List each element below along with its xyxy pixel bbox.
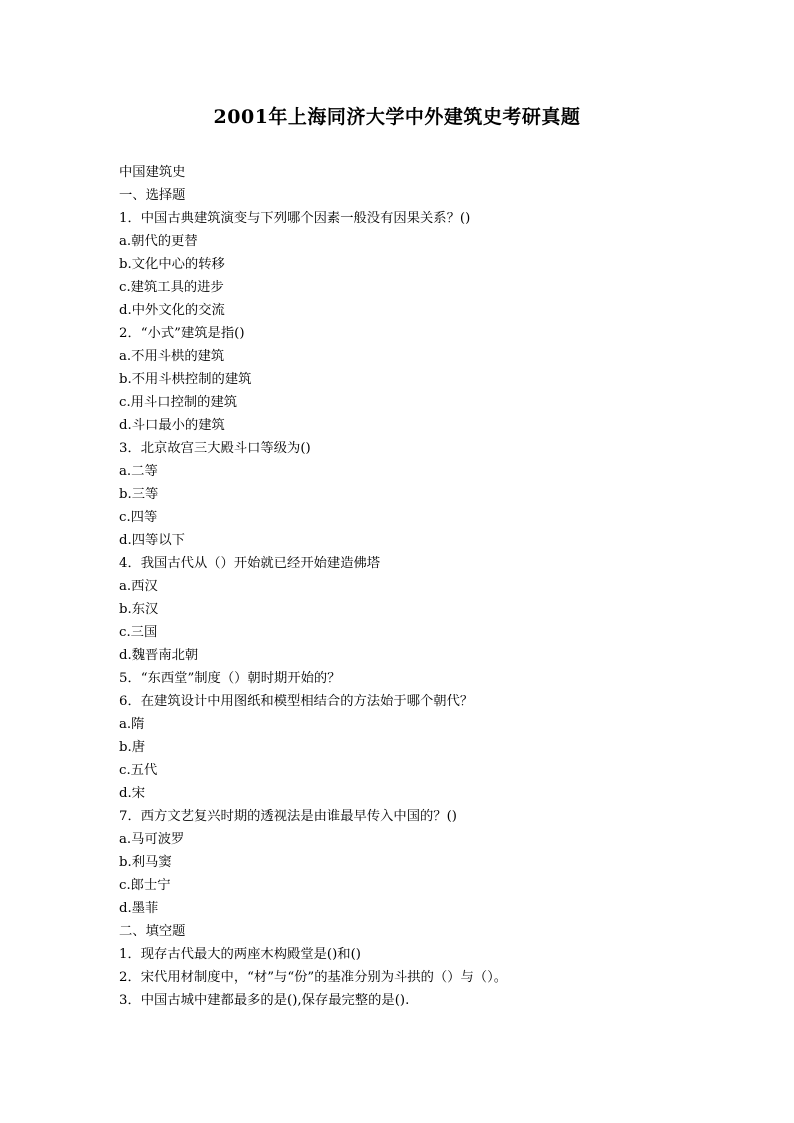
text-line: b.不用斗栱控制的建筑 [119,372,252,387]
text-line: a.西汉 [119,579,158,594]
document-body [119,161,759,1012]
text-line: a.朝代的更替 [119,234,198,249]
text-line: a.马可波罗 [119,832,185,847]
text-line: 6．在建筑设计中用图纸和模型相结合的方法始于哪个朝代？ [119,694,474,709]
text-line: 二、填空题 [119,924,186,939]
text-line: 中国建筑史 [119,165,186,180]
text-line: d.墨菲 [119,901,159,916]
text-line: c.郎士宁 [119,878,171,893]
text-line: c.三国 [119,625,158,640]
text-line: b.利马窦 [119,855,172,870]
text-line: 一、选择题 [119,188,186,203]
text-line: 5．“东西堂”制度（）朝时期开始的？ [119,671,341,686]
text-line: 2．“小式”建筑是指() [119,326,245,341]
text-line: b.东汉 [119,602,159,617]
document-title: 2001年上海同济大学中外建筑史考研真题 [213,106,581,128]
text-line: a.二等 [119,464,158,479]
text-line: d.宋 [119,786,146,801]
text-line: d.魏晋南北朝 [119,648,199,663]
text-line: d.斗口最小的建筑 [119,418,225,433]
text-line: c.用斗口控制的建筑 [119,395,238,410]
text-line: c.四等 [119,510,158,525]
text-line: 2．宋代用材制度中，“材”与“份”的基准分别为斗拱的（）与（）。 [119,970,508,985]
text-line: b.三等 [119,487,159,502]
text-line: c.建筑工具的进步 [119,280,224,295]
text-line: 1．中国古典建筑演变与下列哪个因素一般没有因果关系？() [119,211,471,226]
text-line: 4．我国古代从（）开始就已经开始建造佛塔 [119,556,381,571]
text-line: 1．现存古代最大的两座木构殿堂是()和() [119,947,361,962]
text-line: d.四等以下 [119,533,185,548]
text-line: 7．西方文艺复兴时期的透视法是由谁最早传入中国的？() [119,809,457,824]
text-line: d.中外文化的交流 [119,303,225,318]
text-line: a.不用斗栱的建筑 [119,349,225,364]
text-line: b.唐 [119,740,146,755]
text-line: c.五代 [119,763,158,778]
text-line: 3．中国古城中建都最多的是(),保存最完整的是(). [119,993,410,1008]
text-line: a.隋 [119,717,145,732]
text-line: b.文化中心的转移 [119,257,225,272]
text-line: 3．北京故宫三大殿斗口等级为() [119,441,311,456]
